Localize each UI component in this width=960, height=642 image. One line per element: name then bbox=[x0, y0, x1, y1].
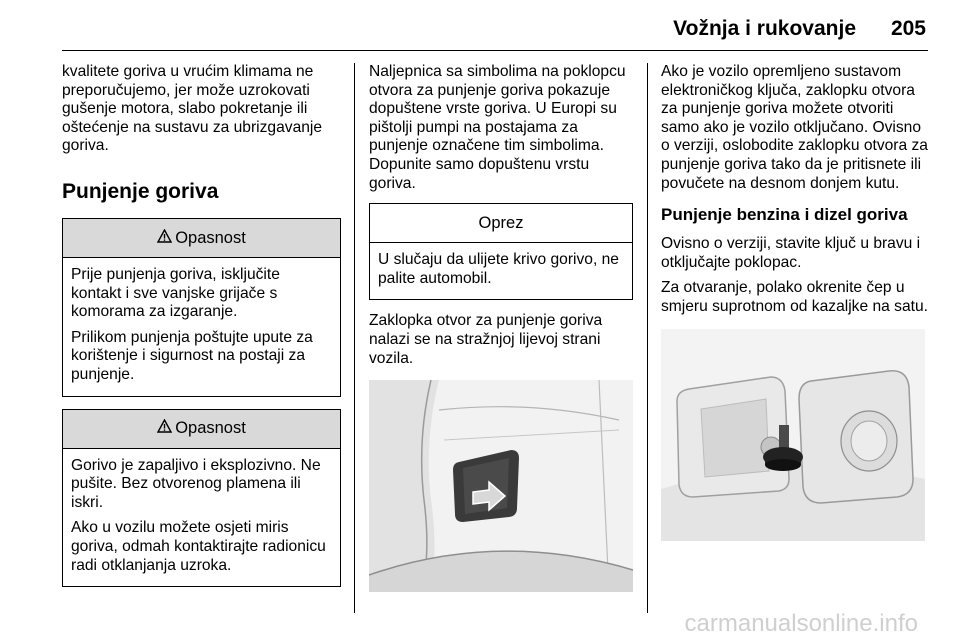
danger-box-1-text-2: Prilikom punjenja poštujte upute za korištenje i sigurnost na postaji za punjenje. bbox=[71, 328, 313, 383]
fuel-flap-open bbox=[799, 370, 913, 502]
column-middle bbox=[369, 63, 633, 592]
danger-box-1-text-1: Prije punjenja goriva, isključite kontakt i sve vanjske grijače s komorama za izgaranje. bbox=[71, 265, 280, 321]
caution-box-text: U slučaju da ulijete krivo gorivo, ne palite automobil. bbox=[378, 251, 619, 287]
danger-box-1 bbox=[62, 218, 341, 397]
warning-triangle-icon bbox=[157, 419, 172, 438]
open-cap-paragraph: Za otvaranje, polako okrenite čep u smjeru suprotnom od kazaljke na satu. bbox=[661, 279, 928, 315]
column-divider-2 bbox=[647, 63, 648, 613]
intro-paragraph: kvalitete goriva u vrućim klimama ne preporučujemo, jer može uzrokovati gušenje motora, slabo pokretanje ili oštećenje na sustavu za ubrizgavanje goriva. bbox=[62, 63, 323, 155]
fuel-cap-illustration bbox=[661, 329, 925, 541]
fuel-filler-recess bbox=[677, 377, 789, 497]
fuel-flap-location-paragraph: Zaklopka otvor za punjenje goriva nalazi se na stražnjoj lijevoj strani vozila. bbox=[369, 312, 603, 367]
page-title: Vožnja i rukovanje bbox=[673, 17, 856, 40]
danger-box-2-text-2: Ako u vozilu možete osjeti miris goriva, odmah kontaktirajte radionicu radi otklanjanja uzroka. bbox=[71, 519, 326, 574]
page-number: 205 bbox=[890, 17, 926, 40]
page-header bbox=[0, 0, 960, 52]
warning-triangle-icon bbox=[157, 229, 172, 248]
danger-box-2-title: Opasnost bbox=[175, 419, 246, 438]
danger-box-2-text-1: Gorivo je zapaljivo i eksplozivno. Ne pušite. Bez otvorenog plamena ili iskri. bbox=[71, 456, 321, 511]
header-divider bbox=[62, 50, 928, 51]
danger-box-2 bbox=[62, 409, 341, 588]
fuel-flap-illustration bbox=[369, 380, 633, 592]
electronic-key-paragraph: Ako je vozilo opremljeno sustavom elektroničkog ključa, zaklopku otvora za punjenje goriva možete otvoriti samo ako je vozilo otključano. Ovisno o verziji, oslobodite zaklopku otvora za punjenje goriva tako da je pritisnete ili povučete na desnom donjem kutu. bbox=[661, 63, 928, 192]
danger-box-1-title: Opasnost bbox=[175, 228, 246, 247]
section-heading-refuelling: Punjenje goriva bbox=[62, 179, 219, 203]
column-left bbox=[62, 63, 341, 599]
danger-box-2-header bbox=[63, 410, 340, 449]
column-divider-1 bbox=[354, 63, 355, 613]
caution-box-header: Oprez bbox=[370, 204, 632, 243]
fuel-label-paragraph: Naljepnica sa simbolima na poklopcu otvora za punjenje goriva pokazuje dopuštene vrste goriva. U Europi su pištolji pumpi na postajama za punjenje označene tim simbolima. Dopunite samo dopuštenu vrstu goriva. bbox=[369, 63, 626, 192]
watermark: carmanualsonline.info bbox=[684, 610, 918, 637]
unlock-cap-paragraph: Ovisno o verziji, stavite ključ u bravu i otključajte poklopac. bbox=[661, 235, 921, 271]
section-heading-petrol-diesel: Punjenje benzina i dizel goriva bbox=[661, 205, 908, 225]
danger-box-1-header bbox=[63, 219, 340, 258]
column-right bbox=[661, 63, 929, 541]
caution-box bbox=[369, 203, 633, 300]
